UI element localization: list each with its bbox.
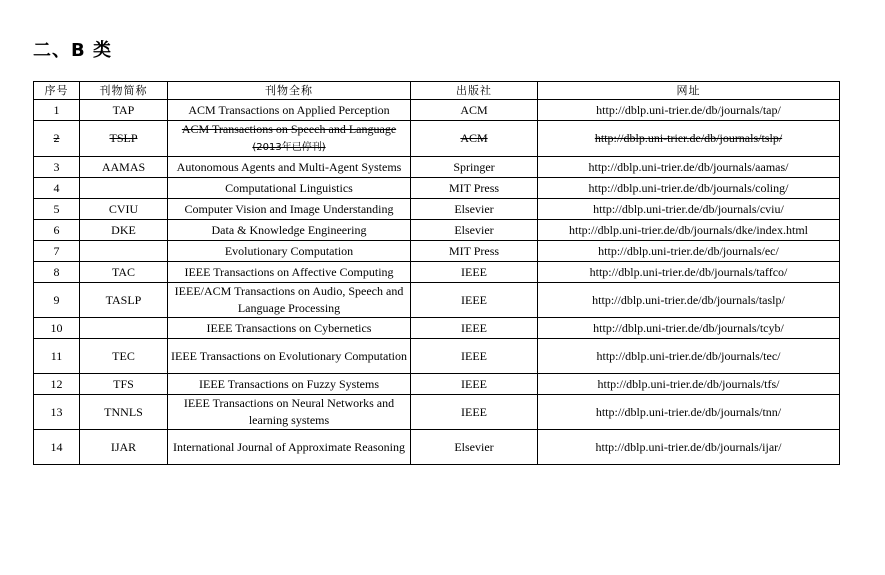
journal-url: http://dblp.uni-trier.de/db/journals/tslp/ (538, 121, 840, 157)
table-row (34, 339, 840, 374)
journal-full-name: Autonomous Agents and Multi-Agent Systems (168, 157, 411, 178)
journal-full-name: IEEE Transactions on Affective Computing (168, 262, 411, 283)
journal-url: http://dblp.uni-trier.de/db/journals/tnn/ (538, 395, 840, 430)
journal-publisher: IEEE (411, 262, 538, 283)
row-index: 6 (34, 220, 80, 241)
journal-abbr: TASLP (80, 283, 168, 318)
row-index: 2 (34, 121, 80, 157)
journal-url: http://dblp.uni-trier.de/db/journals/ijar/ (538, 430, 840, 465)
journal-table-body (34, 100, 840, 465)
journal-abbr: TAC (80, 262, 168, 283)
journal-full-name: IEEE Transactions on Fuzzy Systems (168, 374, 411, 395)
journal-publisher: IEEE (411, 374, 538, 395)
header-publisher: 出版社 (411, 82, 538, 100)
journal-url: http://dblp.uni-trier.de/db/journals/tap/ (538, 100, 840, 121)
journal-url: http://dblp.uni-trier.de/db/journals/tfs/ (538, 374, 840, 395)
table-row (34, 199, 840, 220)
journal-publisher: Elsevier (411, 430, 538, 465)
table-row (34, 100, 840, 121)
journal-publisher: MIT Press (411, 241, 538, 262)
journal-url: http://dblp.uni-trier.de/db/journals/taslp/ (538, 283, 840, 318)
journal-abbr: TAP (80, 100, 168, 121)
row-index: 8 (34, 262, 80, 283)
journal-publisher: MIT Press (411, 178, 538, 199)
row-index: 14 (34, 430, 80, 465)
table-row (34, 178, 840, 199)
journal-abbr: AAMAS (80, 157, 168, 178)
row-index: 11 (34, 339, 80, 374)
row-index: 4 (34, 178, 80, 199)
journal-publisher: IEEE (411, 339, 538, 374)
journal-full-name: ACM Transactions on Applied Perception (168, 100, 411, 121)
journal-abbr (80, 241, 168, 262)
header-index: 序号 (34, 82, 80, 100)
journal-full-name: IEEE Transactions on Cybernetics (168, 318, 411, 339)
journal-abbr: TEC (80, 339, 168, 374)
table-row (34, 395, 840, 430)
row-index: 5 (34, 199, 80, 220)
header-url: 网址 (538, 82, 840, 100)
journal-abbr: CVIU (80, 199, 168, 220)
journal-full-name: Computer Vision and Image Understanding (168, 199, 411, 220)
journal-publisher: ACM (411, 100, 538, 121)
row-index: 1 (34, 100, 80, 121)
journal-abbr: TFS (80, 374, 168, 395)
journal-abbr: TSLP (80, 121, 168, 157)
table-row (34, 262, 840, 283)
table-row (34, 121, 840, 157)
journal-abbr: IJAR (80, 430, 168, 465)
row-index: 10 (34, 318, 80, 339)
journal-publisher: Elsevier (411, 220, 538, 241)
row-index: 3 (34, 157, 80, 178)
journal-url: http://dblp.uni-trier.de/db/journals/tec/ (538, 339, 840, 374)
journal-abbr (80, 318, 168, 339)
journal-url: http://dblp.uni-trier.de/db/journals/taffco/ (538, 262, 840, 283)
journal-publisher: IEEE (411, 395, 538, 430)
journal-publisher: IEEE (411, 318, 538, 339)
journal-url: http://dblp.uni-trier.de/db/journals/cviu/ (538, 199, 840, 220)
journal-publisher: IEEE (411, 283, 538, 318)
journal-note: (2013年已停刊) (252, 142, 326, 153)
table-row (34, 430, 840, 465)
table-header-row (34, 82, 840, 100)
table-row (34, 374, 840, 395)
table-row (34, 220, 840, 241)
header-full-name: 刊物全称 (168, 82, 411, 100)
journal-table (33, 81, 840, 465)
journal-publisher: Springer (411, 157, 538, 178)
journal-full-name: IEEE/ACM Transactions on Audio, Speech and Language Processing (168, 283, 411, 318)
journal-abbr (80, 178, 168, 199)
row-index: 9 (34, 283, 80, 318)
table-row (34, 157, 840, 178)
journal-publisher: ACM (411, 121, 538, 157)
journal-full-name: Data & Knowledge Engineering (168, 220, 411, 241)
table-row (34, 318, 840, 339)
journal-url: http://dblp.uni-trier.de/db/journals/aamas/ (538, 157, 840, 178)
journal-full-name: Evolutionary Computation (168, 241, 411, 262)
journal-url: http://dblp.uni-trier.de/db/journals/dke/index.html (538, 220, 840, 241)
table-row (34, 241, 840, 262)
journal-abbr: DKE (80, 220, 168, 241)
journal-abbr: TNNLS (80, 395, 168, 430)
journal-publisher: Elsevier (411, 199, 538, 220)
header-abbr: 刊物简称 (80, 82, 168, 100)
row-index: 12 (34, 374, 80, 395)
row-index: 7 (34, 241, 80, 262)
section-title: 二、B 类 (33, 40, 112, 61)
journal-url: http://dblp.uni-trier.de/db/journals/tcyb/ (538, 318, 840, 339)
journal-full-name: Computational Linguistics (168, 178, 411, 199)
journal-full-name: IEEE Transactions on Evolutionary Computation (168, 339, 411, 374)
journal-url: http://dblp.uni-trier.de/db/journals/coling/ (538, 178, 840, 199)
row-index: 13 (34, 395, 80, 430)
journal-full-name: International Journal of Approximate Reasoning (168, 430, 411, 465)
journal-full-name: ACM Transactions on Speech and Language (2013年已停刊) (168, 121, 411, 157)
journal-url: http://dblp.uni-trier.de/db/journals/ec/ (538, 241, 840, 262)
table-row (34, 283, 840, 318)
journal-full-name: IEEE Transactions on Neural Networks and learning systems (168, 395, 411, 430)
